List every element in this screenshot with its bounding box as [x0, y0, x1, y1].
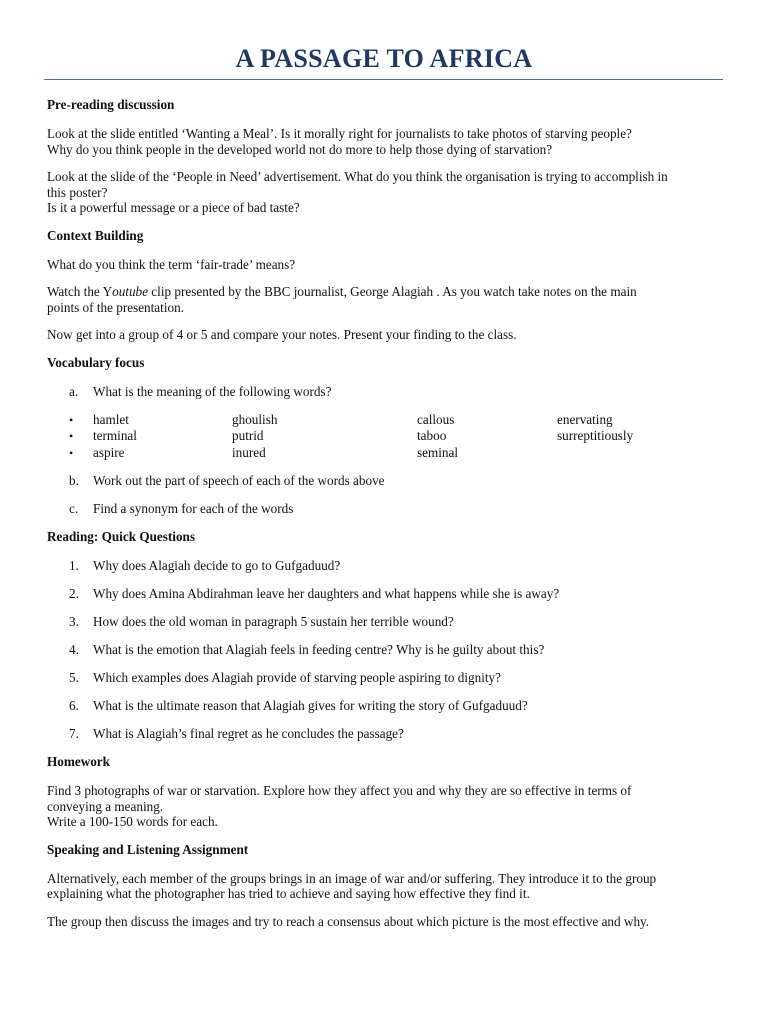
question-text: How does the old woman in paragraph 5 sustain her terrible wound? [93, 614, 454, 629]
text-line: Look at the slide of the ‘People in Need’ advertisement. What do you think the organisation is trying to accomplish in [47, 169, 668, 184]
vocab-word: enervating [557, 411, 613, 427]
vocab-word: seminal [417, 444, 459, 460]
list-marker: 2. [69, 586, 79, 601]
list-item [47, 698, 723, 714]
prereading-paragraph-2 [47, 169, 723, 216]
list-marker: 3. [69, 614, 79, 629]
list-marker: 4. [69, 642, 79, 657]
list-marker: 6. [69, 698, 79, 713]
question-text: What is the emotion that Alagiah feels in feeding centre? Why is he guilty about this? [93, 642, 545, 657]
title-divider [44, 79, 723, 80]
question-text: What is the ultimate reason that Alagiah gives for writing the story of Gufgaduud? [93, 698, 528, 713]
text-fragment: clip presented by the BBC journalist, George Alagiah . As you watch take notes on the main [148, 284, 637, 299]
list-marker: 7. [69, 726, 79, 741]
text-line: The group then discuss the images and try to reach a consensus about which picture is the most effective and why. [47, 913, 650, 929]
bullet-icon: • [69, 412, 74, 427]
homework-paragraph [47, 783, 723, 830]
list-item [47, 614, 723, 630]
list-item-text: Work out the part of speech of each of the words above [93, 473, 385, 488]
list-marker: 1. [69, 558, 79, 573]
list-item [47, 726, 723, 742]
text-line: Why do you think people in the developed world not do more to help those dying of starvation? [47, 141, 553, 157]
vocab-word: ghoulish [232, 411, 278, 427]
context-heading: Context Building [47, 227, 144, 243]
question-text: Why does Alagiah decide to go to Gufgaduud? [93, 558, 341, 573]
speaking-paragraph-1 [47, 871, 723, 902]
text-line: this poster? [47, 184, 108, 200]
context-paragraph-2 [47, 284, 723, 315]
vocabulary-task-a [47, 384, 723, 400]
bullet-icon: • [69, 429, 74, 443]
vocabulary-tasks-b-c [47, 473, 723, 517]
question-text: Which examples does Alagiah provide of starving people aspiring to dignity? [93, 670, 501, 685]
prereading-paragraph-1 [47, 126, 723, 157]
homework-heading: Homework [47, 754, 110, 769]
vocab-row [47, 412, 723, 429]
vocab-word: aspire [93, 444, 125, 460]
question-text: Why does Amina Abdirahman leave her daughters and what happens while she is away? [93, 586, 560, 601]
list-marker: a. [69, 383, 79, 399]
list-item [47, 642, 723, 658]
vocabulary-word-list [47, 412, 723, 462]
list-item-text: Find a synonym for each of the words [93, 501, 294, 516]
list-item [47, 501, 723, 517]
text-line: What do you think the term ‘fair-trade’ means? [47, 256, 296, 272]
document-body [47, 97, 723, 941]
list-marker: b. [69, 473, 79, 488]
speaking-heading: Speaking and Listening Assignment [47, 841, 249, 857]
page-title: A PASSAGE TO AFRICA [235, 44, 533, 73]
text-fragment: Watch the Y [47, 284, 113, 299]
list-item [47, 558, 723, 574]
list-item [47, 586, 723, 602]
text-line: Alternatively, each member of the groups brings in an image of war and/or suffering. They introduce it to the group [47, 870, 657, 886]
text-line: Is it a powerful message or a piece of bad taste? [47, 200, 300, 215]
list-marker: 5. [69, 670, 79, 685]
bullet-icon: • [69, 445, 74, 460]
context-paragraph-3 [47, 327, 723, 343]
text-line: points of the presentation. [47, 299, 184, 315]
vocab-word: putrid [232, 428, 264, 443]
reading-heading: Reading: Quick Questions [47, 529, 196, 544]
prereading-heading: Pre-reading discussion [47, 97, 175, 112]
list-item [47, 384, 723, 400]
vocab-row [47, 428, 723, 445]
context-paragraph-1 [47, 257, 723, 273]
text-line [47, 284, 723, 300]
list-item [47, 670, 723, 686]
vocab-row [47, 445, 723, 462]
vocab-word: inured [232, 444, 266, 460]
list-item-text: What is the meaning of the following words? [93, 383, 332, 399]
vocabulary-heading: Vocabulary focus [47, 354, 145, 370]
text-line: Now get into a group of 4 or 5 and compare your notes. Present your finding to the class. [47, 327, 517, 342]
text-line: conveying a meaning. [47, 798, 164, 814]
text-line: Write a 100-150 words for each. [47, 814, 218, 829]
list-item [47, 473, 723, 489]
text-line: Look at the slide entitled ‘Wanting a Meal’. Is it morally right for journalists to take photos of starving people? [47, 126, 632, 141]
question-text: What is Alagiah’s final regret as he concludes the passage? [93, 726, 404, 741]
list-marker: c. [69, 501, 79, 516]
vocab-word: surreptitiously [557, 428, 634, 443]
vocab-word: taboo [417, 428, 447, 443]
vocab-word: terminal [93, 428, 137, 443]
youtube-italic: outube [112, 284, 148, 299]
reading-questions-list [47, 558, 723, 742]
speaking-paragraph-2 [47, 914, 723, 930]
text-line: explaining what the photographer has tried to achieve and saying how effective they find it. [47, 886, 530, 901]
vocab-word: hamlet [93, 411, 129, 427]
vocab-word: callous [417, 411, 455, 427]
text-line: Find 3 photographs of war or starvation. Explore how they affect you and why they are so effective in terms of [47, 783, 632, 798]
